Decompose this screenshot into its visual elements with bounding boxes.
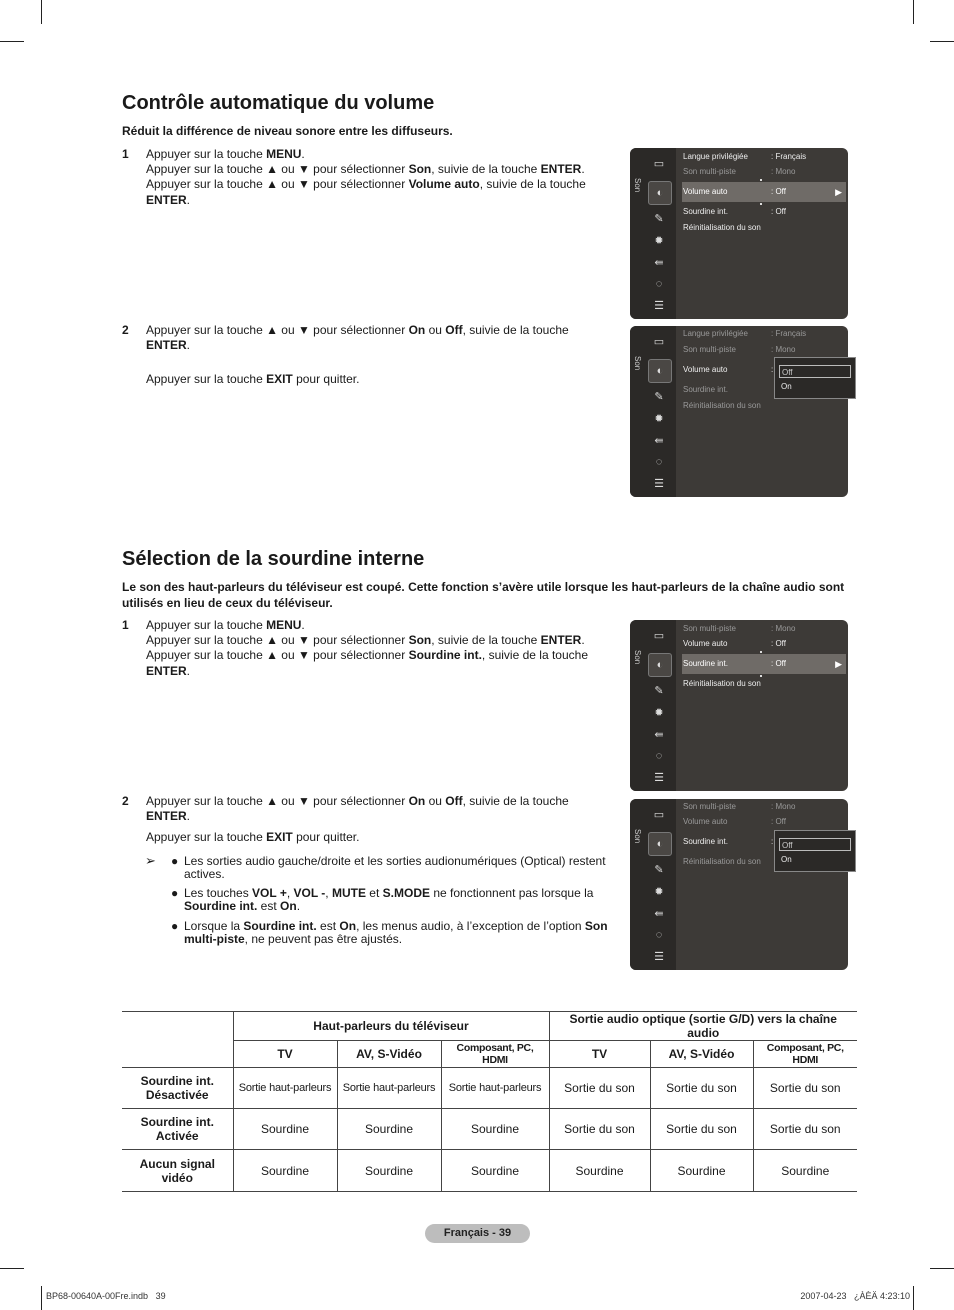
option-dropdown — [774, 830, 856, 872]
input-icon: ⇚ — [654, 257, 664, 269]
menu-row: Sourdine int. : Off — [683, 207, 786, 216]
table-cell: Sourdine — [337, 1150, 441, 1192]
menu-row: Langue privilégiée : Français — [683, 329, 807, 338]
menu-row: Réinitialisation du son — [683, 857, 761, 866]
column-header-av: AV, S-Vidéo — [650, 1041, 753, 1068]
step-number: 1 — [122, 618, 129, 632]
menu-section-label: Son — [633, 356, 642, 371]
option-on[interactable]: On — [781, 855, 792, 864]
channel-icon: ✎ — [654, 213, 664, 225]
picture-icon: ▭ — [653, 809, 665, 821]
application-icon: ◌ — [655, 750, 663, 762]
menu-row: Son multi-piste : Mono — [683, 167, 796, 176]
crop-mark — [0, 41, 24, 42]
crop-mark — [930, 1268, 954, 1269]
scroll-tick — [760, 179, 762, 181]
input-icon: ⇚ — [654, 435, 664, 447]
table-cell: Sourdine — [233, 1150, 337, 1192]
file-imprint: BP68-00640A-00Fre.indb 39 — [46, 1291, 166, 1301]
table-row — [122, 1150, 857, 1192]
setup-icon: ✹ — [654, 886, 664, 898]
table-cell: Sourdine — [441, 1150, 549, 1192]
row-header: Sourdine int. Désactivée — [122, 1068, 233, 1109]
header-tv-speakers: Haut-parleurs du téléviseur — [233, 1012, 549, 1041]
column-header-tv: TV — [233, 1041, 337, 1068]
table-cell: Sourdine — [753, 1150, 857, 1192]
column-header-component: Composant, PC, HDMI — [753, 1041, 857, 1068]
option-dropdown — [774, 357, 856, 399]
application-icon: ◌ — [655, 929, 663, 941]
table-cell: Sourdine — [337, 1109, 441, 1150]
setup-icon: ✹ — [654, 707, 664, 719]
menu-icon-rail — [630, 148, 676, 319]
arrow-right-icon: ▶ — [835, 187, 842, 197]
section-title-volume-auto: Contrôle automatique du volume — [122, 92, 435, 114]
menu-icon-rail — [630, 799, 676, 970]
option-on[interactable]: On — [781, 382, 792, 391]
bullet-icon: ● — [171, 919, 179, 933]
step-text: Appuyer sur la touche ▲ ou ▼ pour sélectionner On ou Off, suivie de la touche ENTER. Appuyer sur la touche EXIT pour quitter. — [146, 323, 569, 387]
sound-icon: ◐ — [648, 832, 672, 856]
step-text: Appuyer sur la touche ▲ ou ▼ pour sélectionner On ou Off, suivie de la touche ENTER. Appuyer sur la touche EXIT pour quitter. — [146, 794, 569, 845]
input-icon: ⇚ — [654, 729, 664, 741]
channel-icon: ✎ — [654, 685, 664, 697]
notes: ➢ ● Les sorties audio gauche/droite et les sorties audionumériques (Optical) restent actives. ● Les touches VOL +, VOL -, MUTE et S.MODE ne fonctionnent pas lorsque la Sourdine int. est On. ● Lorsque la Sourdine int. est On, les menus audio, à l’exception de l’option Son multi-piste, ne peuvent pas être ajustés. — [145, 853, 608, 947]
column-header-av: AV, S-Vidéo — [337, 1041, 441, 1068]
input-icon: ⇚ — [654, 908, 664, 920]
bullet-icon: ● — [171, 886, 179, 900]
crop-mark — [913, 0, 914, 24]
channel-icon: ✎ — [654, 864, 664, 876]
menu-row-selected[interactable]: Sourdine int. : — [683, 837, 774, 846]
picture-icon: ▭ — [653, 336, 665, 348]
table-row — [122, 1109, 857, 1150]
setup-icon: ✹ — [654, 413, 664, 425]
table-cell: Sourdine — [549, 1150, 650, 1192]
tv-menu-screen — [630, 799, 848, 970]
menu-row: Son multi-piste : Mono — [683, 802, 796, 811]
menu-section-label: Son — [633, 829, 642, 844]
note-arrow-icon: ➢ — [145, 853, 156, 868]
menu-row: Son multi-piste : Mono — [683, 345, 796, 354]
table-cell: Sortie du son — [753, 1109, 857, 1150]
table-cell: Sortie du son — [549, 1109, 650, 1150]
row-header: Sourdine int. Activée — [122, 1109, 233, 1150]
crop-mark — [930, 41, 954, 42]
application-icon: ◌ — [655, 456, 663, 468]
table-cell: Sortie haut-parleurs — [337, 1068, 441, 1109]
crop-mark — [41, 1286, 42, 1310]
picture-icon: ▭ — [653, 158, 665, 170]
table-cell: Sortie haut-parleurs — [233, 1068, 337, 1109]
option-off[interactable]: Off — [779, 838, 851, 851]
tv-menu-screen — [630, 620, 848, 791]
tv-menu-screen — [630, 148, 848, 319]
sound-icon: ◐ — [648, 359, 672, 383]
menu-row: Volume auto : Off — [683, 817, 786, 826]
table-cell: Sortie du son — [650, 1068, 753, 1109]
table-corner-cell — [122, 1012, 233, 1068]
print-timestamp: 2007-04-23 ¿ÀÈÄ 4:23:10 — [800, 1291, 910, 1301]
column-header-component: Composant, PC, HDMI — [441, 1041, 549, 1068]
menu-row: Sourdine int. — [683, 385, 728, 394]
section-lead: Le son des haut-parleurs du téléviseur est coupé. Cette fonction s’avère utile lorsque les haut-parleurs de la chaîne audio sont utilisés en lieu de ceux du téléviseur. — [122, 580, 845, 610]
sound-icon: ◐ — [648, 181, 672, 205]
table-cell: Sourdine — [650, 1150, 753, 1192]
menu-icon-rail — [630, 326, 676, 497]
support-icon: ☰ — [654, 478, 664, 490]
section-title-sourdine: Sélection de la sourdine interne — [122, 548, 425, 570]
table-cell: Sortie du son — [753, 1068, 857, 1109]
menu-row: Réinitialisation du son — [683, 401, 761, 410]
menu-row-selected[interactable]: Volume auto : Off ▶ — [682, 182, 846, 202]
crop-mark — [41, 0, 42, 24]
bullet-icon: ● — [171, 854, 179, 868]
menu-row: Réinitialisation du son — [683, 223, 761, 232]
menu-row: Volume auto : Off — [683, 639, 786, 648]
step-text: Appuyer sur la touche MENU. Appuyer sur la touche ▲ ou ▼ pour sélectionner Son, suivie de la touche ENTER. Appuyer sur la touche ▲ ou ▼ pour sélectionner Volume auto, suivie de la touche ENTER. — [146, 147, 586, 207]
table-cell: Sortie du son — [549, 1068, 650, 1109]
menu-section-label: Son — [633, 178, 642, 193]
table-cell: Sortie du son — [650, 1109, 753, 1150]
step-number: 2 — [122, 794, 129, 808]
sound-icon: ◐ — [648, 653, 672, 677]
setup-icon: ✹ — [654, 235, 664, 247]
application-icon: ◌ — [655, 278, 663, 290]
column-header-tv: TV — [549, 1041, 650, 1068]
step-text: Appuyer sur la touche MENU. Appuyer sur la touche ▲ ou ▼ pour sélectionner Son, suivie de la touche ENTER. Appuyer sur la touche ▲ ou ▼ pour sélectionner Sourdine int., suivie de la touche ENTER. — [146, 618, 588, 678]
table-cell: Sourdine — [441, 1109, 549, 1150]
menu-icon-rail — [630, 620, 676, 791]
section-lead: Réduit la différence de niveau sonore entre les diffuseurs. — [122, 124, 453, 138]
step-number: 1 — [122, 147, 129, 161]
header-optical-output: Sortie audio optique (sortie G/D) vers la chaîne audio — [549, 1012, 857, 1041]
step-number: 2 — [122, 323, 129, 337]
row-header: Aucun signal vidéo — [122, 1150, 233, 1192]
table-cell: Sortie haut-parleurs — [441, 1068, 549, 1109]
option-off[interactable]: Off — [779, 365, 851, 378]
menu-row: Réinitialisation du son — [683, 679, 761, 688]
menu-row-selected[interactable]: Sourdine int. : Off ▶ — [682, 654, 846, 674]
crop-mark — [0, 1268, 24, 1269]
channel-icon: ✎ — [654, 391, 664, 403]
table-cell: Sourdine — [233, 1109, 337, 1150]
support-icon: ☰ — [654, 951, 664, 963]
menu-section-label: Son — [633, 650, 642, 665]
menu-row: Langue privilégiée : Français — [683, 152, 807, 161]
tv-menu-screen — [630, 326, 848, 497]
page-number: Français - 39 — [425, 1224, 530, 1243]
support-icon: ☰ — [654, 300, 664, 312]
arrow-right-icon: ▶ — [835, 659, 842, 669]
picture-icon: ▭ — [653, 630, 665, 642]
menu-row-selected[interactable]: Volume auto : — [683, 365, 774, 374]
output-table — [122, 1011, 857, 1192]
menu-row: Son multi-piste : Mono — [683, 624, 796, 633]
table-row — [122, 1068, 857, 1109]
scroll-tick — [760, 651, 762, 653]
crop-mark — [913, 1286, 914, 1310]
support-icon: ☰ — [654, 772, 664, 784]
